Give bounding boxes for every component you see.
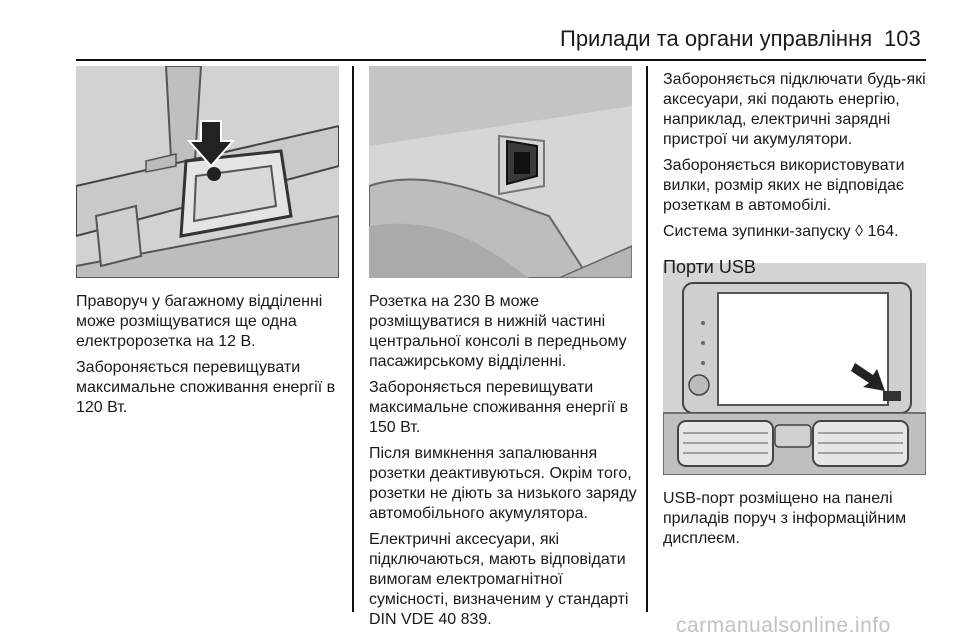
usb-location-text: USB-порт розміщено на панелі приладів поруч з інформаційним дисплеєм.	[663, 490, 907, 547]
emc-compliance-text: Електричні аксесуари, які підключаються, мають відповідати вимогам електромагнітної сумісності, визначеним у стандарті DIN VDE 40 839.	[369, 531, 629, 628]
column-right-lower	[663, 489, 933, 555]
stop-start-reference	[663, 222, 933, 242]
column-left	[76, 292, 344, 424]
header-divider	[76, 59, 926, 61]
luggage-socket-text: Праворуч у багажному відділенні може розміщуватися ще одна електророзетка на 12 В.	[76, 293, 323, 350]
ignition-off-text: Після вимкнення запалювання розетки деактивуються. Окрім того, розетки не діють за низького заряду автомобільного акумулятора.	[369, 445, 637, 522]
no-power-accessories-text: Забороняється підключати будь-які аксесуари, які подають енергію, наприклад, електричні зарядні пристрої чи акумулятори.	[663, 71, 926, 148]
footer-watermark: carmanualsonline.info	[676, 614, 891, 637]
luggage-socket-image	[76, 66, 339, 278]
column-middle	[369, 292, 641, 636]
usb-ports-heading: Порти USB	[663, 257, 756, 277]
power-limit-120-text: Забороняється перевищувати максимальне споживання енергії в 120 Вт.	[76, 359, 336, 416]
console-socket-image	[369, 66, 632, 278]
page-number: 103	[884, 26, 921, 51]
power-limit-150-text: Забороняється перевищувати максимальне споживання енергії в 150 Вт.	[369, 379, 629, 436]
usb-port-image	[663, 263, 926, 475]
column-divider-left	[352, 66, 354, 612]
page-title: Прилади та органи управління	[560, 26, 873, 51]
page-reference-icon: ◊	[855, 223, 863, 240]
column-divider-right	[646, 66, 648, 612]
column-right	[663, 70, 933, 288]
socket-230v-text: Розетка на 230 В може розміщуватися в нижній частині центральної консолі в передньому пасажирському відділенні.	[369, 293, 627, 370]
page-reference-link[interactable]: 164.	[867, 223, 899, 240]
plug-size-text: Забороняється використовувати вилки, розмір яких не відповідає розеткам в автомобілі.	[663, 157, 905, 214]
stop-start-label: Система зупинки-запуску	[663, 223, 851, 240]
